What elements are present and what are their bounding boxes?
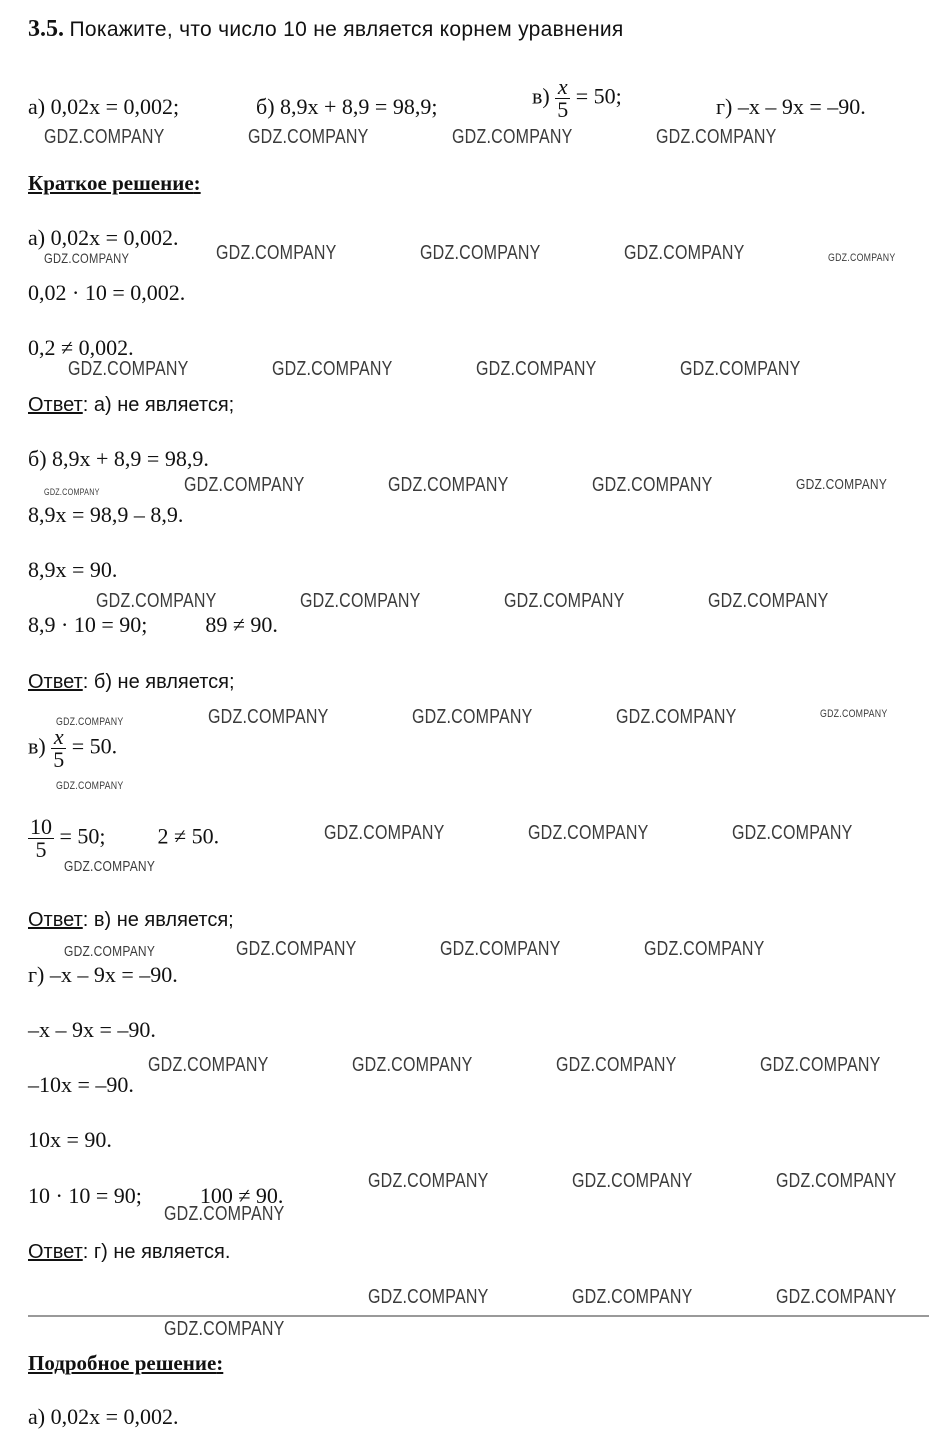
task-g: г) –x – 9x = –90.: [716, 94, 866, 119]
short-b-answer: [28, 668, 235, 695]
short-g-line2: –x – 9x = –90.: [28, 1017, 156, 1042]
watermark: GDZ.COMPANY: [368, 1286, 489, 1308]
watermark: GDZ.COMPANY: [44, 250, 130, 266]
short-g-calc: 10 · 10 = 90;: [28, 1183, 142, 1208]
fraction-denominator: 5: [53, 747, 65, 772]
answer-text: : а) не является;: [82, 394, 235, 416]
short-v-answer: [28, 906, 234, 933]
short-b-line2: 8,9x = 98,9 – 8,9.: [28, 502, 184, 527]
watermark: GDZ.COMPANY: [56, 716, 124, 728]
watermark: GDZ.COMPANY: [592, 474, 713, 496]
watermark: GDZ.COMPANY: [216, 242, 337, 264]
watermark: GDZ.COMPANY: [324, 822, 445, 844]
short-v-line2: [28, 816, 219, 861]
short-b-calc: 8,9 · 10 = 90;: [28, 612, 148, 637]
watermark: GDZ.COMPANY: [148, 1054, 269, 1076]
watermark: GDZ.COMPANY: [272, 358, 393, 380]
watermark: GDZ.COMPANY: [680, 358, 801, 380]
short-v2-neq: 2 ≠ 50.: [157, 823, 220, 849]
fraction-numerator: x: [51, 726, 66, 749]
task-v-rest: = 50;: [575, 83, 622, 109]
watermark: GDZ.COMPANY: [476, 358, 597, 380]
watermark: GDZ.COMPANY: [68, 358, 189, 380]
answer-label: Ответ: [28, 1241, 83, 1263]
section-divider: [28, 1315, 929, 1317]
watermark: GDZ.COMPANY: [368, 1170, 489, 1192]
watermark: GDZ.COMPANY: [528, 822, 649, 844]
watermark: GDZ.COMPANY: [732, 822, 853, 844]
short-b-line1: б) 8,9x + 8,9 = 98,9.: [28, 446, 209, 471]
answer-label: Ответ: [28, 909, 83, 931]
detailed-solution-heading: Подробное решение:: [28, 1351, 224, 1375]
short-a-answer: [28, 391, 234, 418]
watermark: GDZ.COMPANY: [656, 126, 777, 148]
watermark: GDZ.COMPANY: [820, 708, 888, 720]
fraction-denominator: 5: [557, 97, 569, 122]
task-v-fraction: [555, 76, 570, 121]
watermark: GDZ.COMPANY: [164, 1203, 285, 1225]
task-v: [532, 76, 622, 121]
watermark: GDZ.COMPANY: [236, 938, 357, 960]
watermark: GDZ.COMPANY: [776, 1170, 897, 1192]
short-g-line3: –10x = –90.: [28, 1072, 134, 1097]
detailed-a-line1: а) 0,02x = 0,002.: [28, 1404, 179, 1429]
watermark: GDZ.COMPANY: [624, 242, 745, 264]
watermark: GDZ.COMPANY: [412, 706, 533, 728]
short-b-line3: 8,9x = 90.: [28, 557, 118, 582]
watermark: GDZ.COMPANY: [44, 487, 100, 497]
watermark: GDZ.COMPANY: [208, 706, 329, 728]
watermark: GDZ.COMPANY: [352, 1054, 473, 1076]
watermark: GDZ.COMPANY: [796, 476, 888, 493]
task-v-prefix: в): [532, 83, 550, 109]
problem-text: Покажите, что число 10 не является корнем уравнения: [69, 18, 624, 41]
problem-number: 3.5.: [28, 16, 64, 42]
short-v-line1: [28, 726, 117, 771]
short-v2-fraction: [28, 816, 54, 861]
answer-label: Ответ: [28, 671, 83, 693]
short-v2-rest: = 50;: [59, 823, 106, 849]
fraction-denominator: 5: [35, 837, 47, 862]
watermark: GDZ.COMPANY: [184, 474, 305, 496]
watermark: GDZ.COMPANY: [504, 590, 625, 612]
short-g-line4: 10x = 90.: [28, 1127, 112, 1152]
watermark: GDZ.COMPANY: [56, 780, 124, 792]
watermark: GDZ.COMPANY: [44, 126, 165, 148]
watermark: GDZ.COMPANY: [616, 706, 737, 728]
watermark: GDZ.COMPANY: [828, 252, 896, 264]
short-v-rest: = 50.: [71, 733, 118, 759]
watermark: GDZ.COMPANY: [556, 1054, 677, 1076]
answer-text: : б) не является;: [82, 671, 235, 693]
short-a-line2: 0,02 · 10 = 0,002.: [28, 280, 186, 305]
fraction-numerator: 10: [30, 814, 52, 839]
watermark: GDZ.COMPANY: [440, 938, 561, 960]
watermark: GDZ.COMPANY: [248, 126, 369, 148]
watermark: GDZ.COMPANY: [572, 1170, 693, 1192]
short-a-line3: 0,2 ≠ 0,002.: [28, 335, 134, 360]
watermark: GDZ.COMPANY: [708, 590, 829, 612]
short-a-line1: а) 0,02x = 0,002.: [28, 225, 179, 250]
watermark: GDZ.COMPANY: [64, 858, 156, 875]
short-g-neq: 100 ≠ 90.: [199, 1183, 284, 1208]
watermark: GDZ.COMPANY: [452, 126, 573, 148]
short-v-fraction: [51, 726, 66, 771]
watermark: GDZ.COMPANY: [96, 590, 217, 612]
answer-text: : г) не является.: [82, 1241, 231, 1263]
watermark: GDZ.COMPANY: [760, 1054, 881, 1076]
watermark: GDZ.COMPANY: [388, 474, 509, 496]
short-b-line4: [28, 612, 278, 638]
answer-text: : в) не является;: [82, 909, 234, 931]
watermark: GDZ.COMPANY: [164, 1318, 285, 1340]
watermark: GDZ.COMPANY: [64, 943, 156, 960]
watermark: GDZ.COMPANY: [300, 590, 421, 612]
short-solution-heading-text: Краткое решение: [28, 171, 194, 195]
watermark: GDZ.COMPANY: [572, 1286, 693, 1308]
answer-label: Ответ: [28, 394, 83, 416]
watermark: GDZ.COMPANY: [420, 242, 541, 264]
short-solution-heading: Краткое решение:: [28, 171, 201, 195]
problem-title: [28, 16, 624, 43]
task-b: б) 8,9x + 8,9 = 98,9;: [256, 94, 438, 119]
fraction-numerator: x: [555, 76, 570, 99]
short-g-answer: [28, 1238, 230, 1265]
detailed-solution-heading-text: Подробное решение: [28, 1351, 217, 1375]
short-b-neq: 89 ≠ 90.: [205, 612, 278, 637]
watermark: GDZ.COMPANY: [644, 938, 765, 960]
watermark: GDZ.COMPANY: [776, 1286, 897, 1308]
short-g-line1: г) –x – 9x = –90.: [28, 962, 178, 987]
short-v-prefix: в): [28, 733, 46, 759]
task-a: а) 0,02x = 0,002;: [28, 94, 180, 119]
